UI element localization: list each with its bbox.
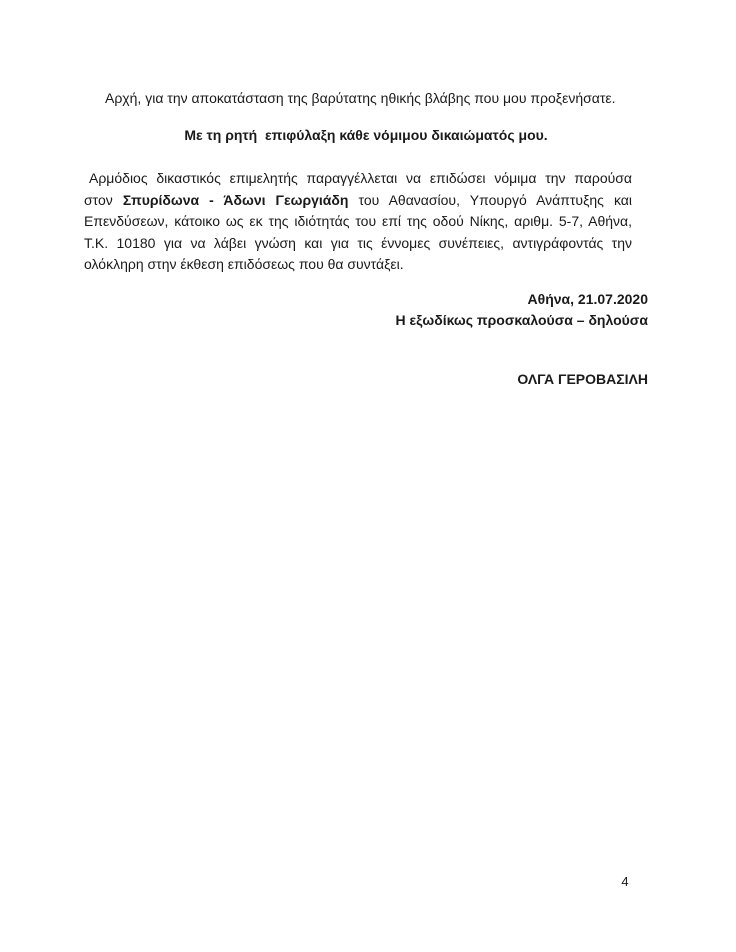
place-date-line: Αθήνα, 21.07.2020 xyxy=(527,291,648,307)
signatory-name: ΟΛΓΑ ΓΕΡΟΒΑΣΙΛΗ xyxy=(517,371,648,387)
intro-text-line: Αρχή, για την αποκατάσταση της βαρύτατης ηθικής βλάβης που μου προξενήσατε. xyxy=(105,90,616,106)
service-instruction-paragraph xyxy=(84,168,632,276)
rights-reservation-clause: Με τη ρητή επιφύλαξη κάθε νόμιμου δικαιώματός μου. xyxy=(184,127,548,143)
signatory-role-line: Η εξωδίκως προσκαλούσα – δηλούσα xyxy=(395,311,648,328)
paragraph-line-1: Αρμόδιος δικαστικός επιμελητής παραγγέλλεται να επιδώσει νόμιμα την παρούσα xyxy=(89,170,632,186)
paragraph-line-5: ολόκληρη στην έκθεση επιδόσεως που θα συντάξει. xyxy=(84,256,404,272)
paragraph-line-2-pre: στον xyxy=(84,191,123,208)
recipient-name-bold: Σπυρίδωνα - Άδωνι Γεωργιάδη xyxy=(122,191,349,208)
page-number: 4 xyxy=(621,874,629,889)
paragraph-line-2 xyxy=(84,190,632,212)
paragraph-line-3: Επενδύσεων, κάτοικο ως εκ της ιδιότητάς του επί της οδού Νίκης, αριθμ. 5-7, Αθήνα, xyxy=(84,213,632,229)
signoff-block xyxy=(396,289,649,330)
paragraph-line-4: Τ.Κ. 10180 για να λάβει γνώση και για τις έννομες συνέπειες, αντιγράφοντάς την xyxy=(84,234,632,251)
paragraph-line-2-post: του Αθανασίου, Υπουργό Ανάπτυξης και xyxy=(348,191,632,208)
